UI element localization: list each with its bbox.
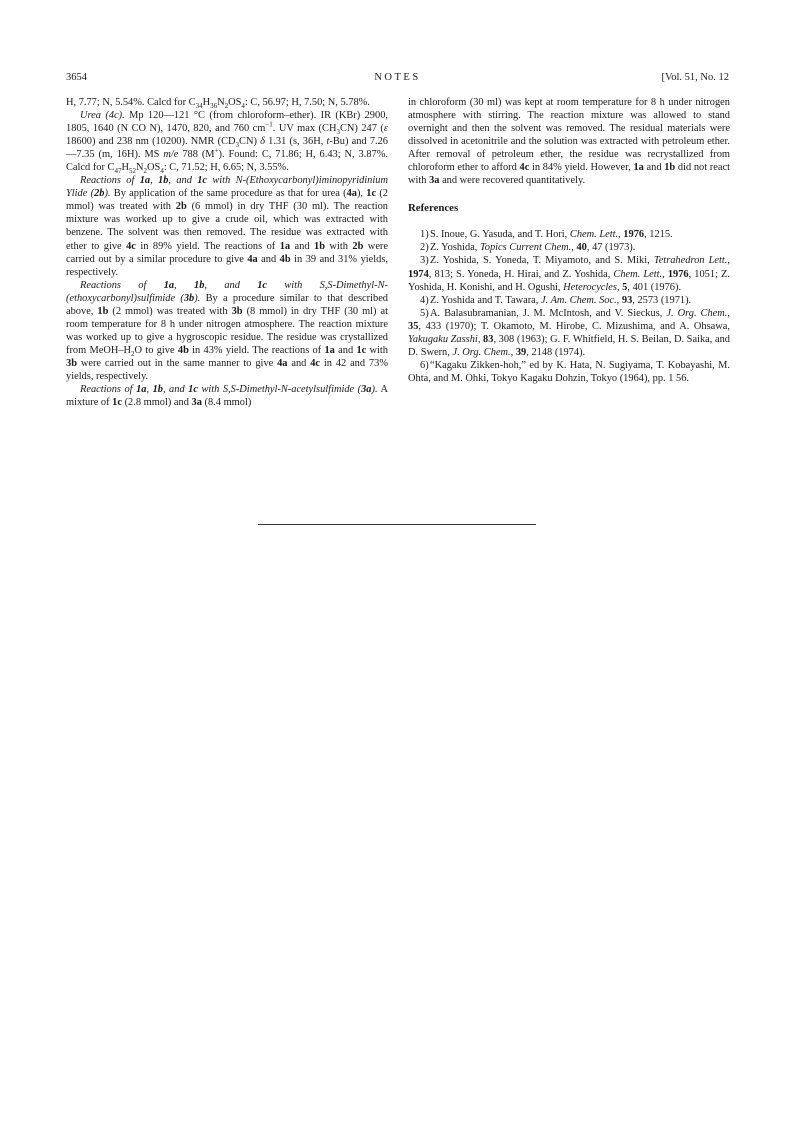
running-title: NOTES <box>374 72 421 83</box>
right-column <box>408 96 730 385</box>
urea-4c-paragraph: Urea (4c). Mp 120—121 °C (from chloroform–ether). IR (KBr) 2900, 1805, 1640 (N CO N), 1470, 820, and 760 $cm^{-1}$. UV $\max (CH_3CN)$ 247 (ε 18600) and 238 nm (10200). NMR $(CD_3CN)$ δ 1.31 (s, 36H, t-Bu) and 7.26—7.35 (m, 16H). MS m/e 788 (M+). Found: C, 71.86; H, 6.43; N, 3.87%. Calcd for $C_{47}H_{52}N_2OS_4$: C, 71.52; H, 6.65; N, 3.55%. <box>66 110 389 176</box>
reference-item: 6)“Kagaku Zikken-hoh,” ed by K. Hata, N. Sugiyama, T. Kobayashi, M. Ohta, and M. Ohki, Tokyo Kagaku Dohzin, Tokyo (1964), pp. 1 56. <box>408 359 730 384</box>
left-column <box>66 96 388 409</box>
page-number: 3654 <box>66 72 87 83</box>
page-header <box>66 72 729 86</box>
reference-item: 3)Z. Yoshida, S. Yoneda, T. Miyamoto, and S. Miki, Tetrahedron Lett., 1974, 813; S. Yoneda, H. Hirai, and Z. Yoshida, Chem. Lett., 1976, 1051; Z. Yoshida, H. Konishi, and H. Ogushi, Heterocycles, 5, 401 (1976). <box>408 255 731 293</box>
section-title: Urea (4c). <box>80 110 125 122</box>
section-title: Reactions of 1a, 1b, and 1c with S,S-Dimethyl-N-acetylsulfimide (3a). <box>80 384 378 396</box>
section-title: Reactions of 1a, 1b, and 1c with N-(Ethoxycarbonyl)iminopyridinium Ylide (2b). <box>66 175 388 200</box>
reference-item: 5)A. Balasubramanian, J. M. McIntosh, and V. Sieckus, J. Org. Chem., 35, 433 (1970); T. Okamoto, M. Hirobe, C. Mizushima, and A. Ohsawa, Yakugaku Zasshi, 83, 308 (1963); G. F. Whitfield, H. S. Beilan, D. Saika, and D. Swern, J. Org. Chem., 39, 2148 (1974). <box>408 307 731 358</box>
reference-item: 1)S. Inoue, G. Yasuda, and T. Hori, Chem. Lett., 1976, 1215. <box>420 229 673 241</box>
reactions-2b-paragraph: Reactions of 1a, 1b, and 1c with N-(Ethoxycarbonyl)iminopyridinium Ylide (2b). By application of the same procedure as that for urea (4a), 1c (2 mmol) was treated with 2b (6 mmol) in dry THF (30 ml). The reaction mixture was worked up to give a crude oil, which was extracted with benzene. The solvent was then removed. The residue was extracted with ether to give 4c in 89% yield. The reactions of 1a and 1b with 2b were carried out by a similar procedure to give 4a and 4b in 39 and 31% yields, respectively. <box>66 175 389 278</box>
volume-label: [Vol. 51, No. 12 <box>661 72 729 83</box>
end-rule <box>258 524 536 525</box>
reactions-3b-paragraph: Reactions of 1a, 1b, and 1c with S,S-Dimethyl-N-(ethoxycarbonyl)sulfimide (3b). By a procedure similar to that described above, 1b (2 mmol) was treated with 3b (8 mmol) in dry THF (30 ml) at room temperature for 8 h under nitrogen atmosphere. The reaction mixture was worked up to give a hygroscopic residue. The residue was crystallized from MeOH–$H_2O$ to give 4b in 43% yield. The reactions of 1a and 1c with 3b were carried out in the same manner to give 4a and 4c in 42 and 73% yields, respectively. <box>66 279 389 382</box>
references-heading: References <box>408 202 459 215</box>
analysis-continuation: H, 7.77; N, 5.54%. Calcd for $C_{34}H_{36}N_2OS_4$: C, 56.97; H, 7.50; N, 5.78%. <box>66 97 370 111</box>
reactions-3a-continuation: in chloroform (30 ml) was kept at room temperature for 8 h under nitrogen atmosphere with stirring. The reaction mixture was allowed to stand overnight and then the solvent was removed. The residual materials were dissolved in acetonitrile and the solution was extracted with petroleum ether. After removal of petroleum ether, the residue was recrystallized from chloroform ether to afford 4c in 84% yield. However, 1a and 1b did not react with 3a and were recovered quantitatively. <box>408 97 730 187</box>
reference-item: 4)Z. Yoshida and T. Tawara, J. Am. Chem. Soc., 93, 2573 (1971). <box>420 294 692 306</box>
section-title: Reactions of 1a, 1b, and 1c with S,S-Dimethyl-N-(ethoxycarbonyl)sulfimide (3b). <box>66 279 388 304</box>
reactions-3a-paragraph: Reactions of 1a, 1b, and 1c with S,S-Dimethyl-N-acetylsulfimide (3a). A mixture of 1c (2.8 mmol) and 3a (8.4 mmol) <box>66 384 388 409</box>
reference-item: 2)Z. Yoshida, Topics Current Chem., 40, 47 (1973). <box>420 242 636 254</box>
